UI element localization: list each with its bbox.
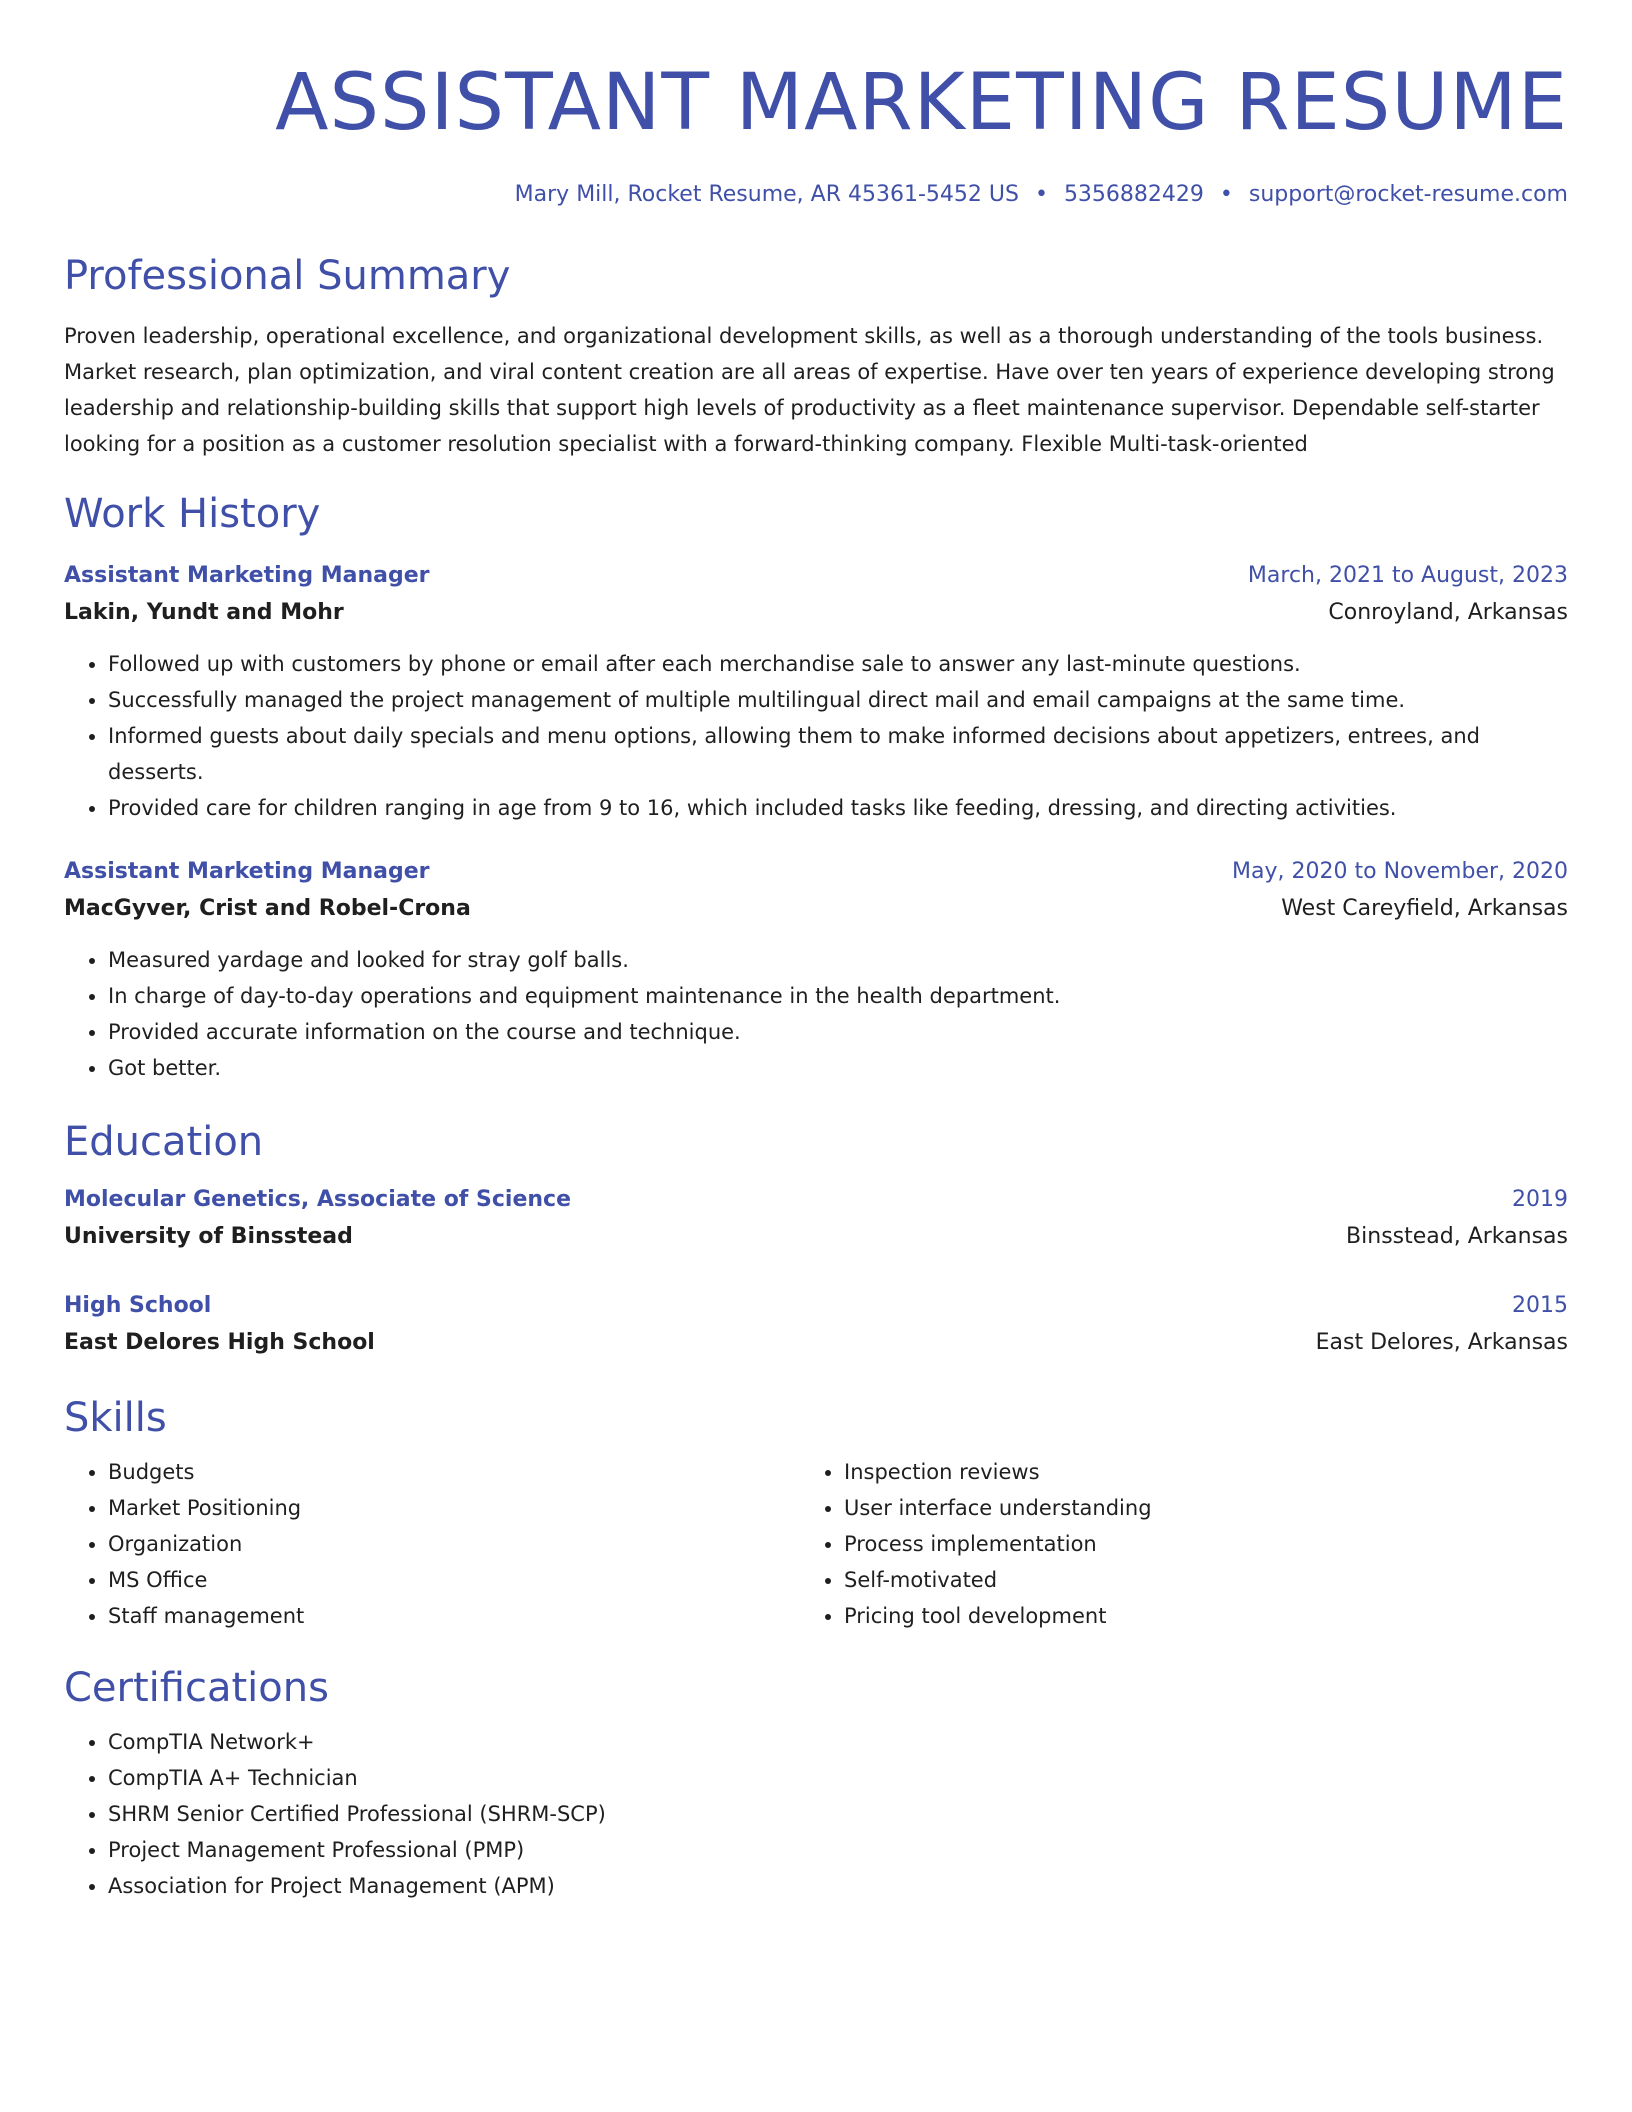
work-history-section bbox=[64, 488, 1568, 1086]
job-dates: May, 2020 to November, 2020 bbox=[1232, 859, 1568, 884]
job-bullet: • Provided accurate information on the course and technique. bbox=[108, 1014, 1568, 1050]
education-section bbox=[64, 1116, 1568, 1362]
skill-item: • MS Office bbox=[108, 1562, 800, 1598]
job-entry bbox=[64, 558, 1568, 826]
skill-item: • Self-motivated bbox=[844, 1562, 1536, 1598]
job-entry bbox=[64, 854, 1568, 1086]
education-header-row bbox=[64, 1182, 1568, 1218]
skill-item: • Staff management bbox=[108, 1598, 800, 1634]
job-company-row bbox=[64, 594, 1568, 632]
education-header-row bbox=[64, 1288, 1568, 1324]
education-school: East Delores High School bbox=[64, 1330, 375, 1355]
job-company: MacGyver, Crist and Robel-Crona bbox=[64, 896, 471, 921]
job-bullet: • Measured yardage and looked for stray golf balls. bbox=[108, 942, 1568, 978]
job-bullet: • Informed guests about daily specials and menu options, allowing them to make informed decisions about appetizers, entrees, and desserts. bbox=[108, 718, 1568, 790]
job-company-row bbox=[64, 890, 1568, 928]
certification-item: • Project Management Professional (PMP) bbox=[108, 1832, 1568, 1868]
education-school-row bbox=[64, 1324, 1568, 1362]
skills-list-right bbox=[800, 1454, 1536, 1634]
education-degree: High School bbox=[64, 1293, 212, 1318]
skill-item: • Budgets bbox=[108, 1454, 800, 1490]
work-history-heading: Work History bbox=[64, 491, 321, 537]
job-dates: March, 2021 to August, 2023 bbox=[1247, 563, 1568, 588]
education-heading: Education bbox=[64, 1119, 264, 1165]
education-location: Binsstead, Arkansas bbox=[1346, 1224, 1568, 1249]
summary-text: Proven leadership, operational excellence, and organizational development skills, as well as a thorough understanding of the tools business. Market research, plan optimization, and viral content creation are all areas of expertise. Have over ten years of experience developing strong leadership and relationship-building skills that support high levels of productivity as a fleet maintenance supervisor. Dependable self-starter looking for a position as a customer resolution specialist with a forward-thinking company. Flexible Multi-task-oriented bbox=[64, 324, 1555, 456]
job-title: Assistant Marketing Manager bbox=[64, 563, 430, 588]
skills-list-left bbox=[64, 1454, 800, 1634]
certifications-section bbox=[64, 1662, 1568, 1904]
education-location: East Delores, Arkansas bbox=[1315, 1330, 1568, 1355]
job-title: Assistant Marketing Manager bbox=[64, 859, 430, 884]
job-header-row bbox=[64, 854, 1568, 890]
summary-heading: Professional Summary bbox=[64, 253, 511, 299]
skill-item: • Process implementation bbox=[844, 1526, 1536, 1562]
contact-address: Mary Mill, Rocket Resume, AR 45361-5452 US bbox=[514, 182, 1019, 207]
resume-title: ASSISTANT MARKETING RESUME bbox=[275, 58, 1568, 148]
certifications-list bbox=[64, 1724, 1568, 1904]
contact-email[interactable]: support@rocket-resume.com bbox=[1248, 182, 1568, 207]
job-bullet: • Successfully managed the project management of multiple multilingual direct mail and email campaigns at the same time. bbox=[108, 682, 1568, 718]
education-entry bbox=[64, 1182, 1568, 1256]
contact-separator: • bbox=[1034, 182, 1048, 207]
resume-header bbox=[64, 0, 1568, 210]
summary-section bbox=[64, 250, 1568, 462]
education-school: University of Binsstead bbox=[64, 1224, 353, 1249]
education-entry bbox=[64, 1288, 1568, 1362]
job-bullet-list bbox=[64, 646, 1568, 826]
skill-item: • User interface understanding bbox=[844, 1490, 1536, 1526]
certification-item: • Association for Project Management (APM) bbox=[108, 1868, 1568, 1904]
certification-item: • CompTIA Network+ bbox=[108, 1724, 1568, 1760]
certification-item: • CompTIA A+ Technician bbox=[108, 1760, 1568, 1796]
education-year: 2019 bbox=[1512, 1187, 1568, 1212]
certification-item: • SHRM Senior Certified Professional (SHRM-SCP) bbox=[108, 1796, 1568, 1832]
contact-separator: • bbox=[1219, 182, 1233, 207]
skills-section bbox=[64, 1392, 1568, 1634]
skill-item: • Organization bbox=[108, 1526, 800, 1562]
contact-phone: 5356882429 bbox=[1063, 182, 1204, 207]
job-location: West Careyfield, Arkansas bbox=[1281, 896, 1568, 921]
job-bullet-list bbox=[64, 942, 1568, 1086]
skill-item: • Pricing tool development bbox=[844, 1598, 1536, 1634]
education-school-row bbox=[64, 1218, 1568, 1256]
job-bullet: • Provided care for children ranging in age from 9 to 16, which included tasks like feeding, dressing, and directing activities. bbox=[108, 790, 1568, 826]
job-bullet: • Got better. bbox=[108, 1050, 1568, 1086]
job-header-row bbox=[64, 558, 1568, 594]
skills-heading: Skills bbox=[64, 1395, 167, 1441]
skill-item: • Market Positioning bbox=[108, 1490, 800, 1526]
job-bullet: • Followed up with customers by phone or email after each merchandise sale to answer any last-minute questions. bbox=[108, 646, 1568, 682]
job-location: Conroyland, Arkansas bbox=[1328, 600, 1568, 625]
skills-columns bbox=[64, 1454, 1568, 1634]
contact-line bbox=[64, 180, 1568, 210]
job-bullet: • In charge of day-to-day operations and equipment maintenance in the health department. bbox=[108, 978, 1568, 1014]
skill-item: • Inspection reviews bbox=[844, 1454, 1536, 1490]
job-company: Lakin, Yundt and Mohr bbox=[64, 600, 344, 625]
education-year: 2015 bbox=[1512, 1293, 1568, 1318]
certifications-heading: Certifications bbox=[64, 1665, 329, 1711]
education-degree: Molecular Genetics, Associate of Science bbox=[64, 1187, 572, 1212]
